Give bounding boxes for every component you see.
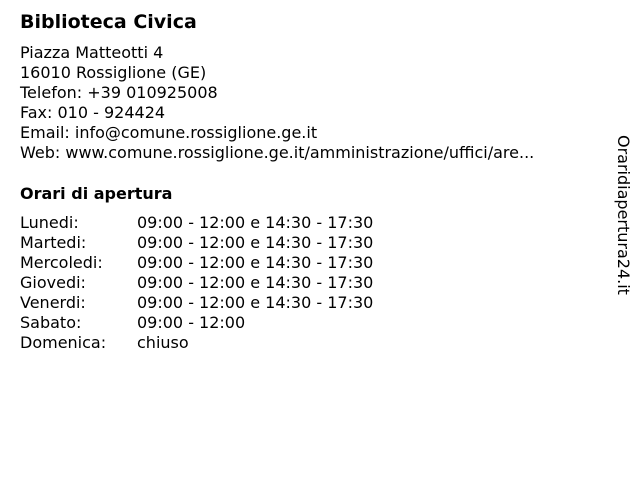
time-value: 09:00 - 12:00 — [137, 313, 246, 332]
hours-row-friday — [20, 293, 373, 313]
day-label: Mercoledi: — [20, 253, 103, 272]
address-city: 16010 Rossiglione (GE) — [20, 63, 207, 82]
time-value: 09:00 - 12:00 e 14:30 - 17:30 — [137, 233, 374, 252]
day-label: Venerdi: — [20, 293, 86, 312]
day-label: Giovedi: — [20, 273, 86, 292]
hours-row-saturday — [20, 313, 373, 333]
time-value: 09:00 - 12:00 e 14:30 - 17:30 — [137, 253, 374, 272]
day-label: Lunedi: — [20, 213, 79, 232]
hours-row-wednesday — [20, 253, 373, 273]
library-name: Biblioteca Civica — [20, 11, 197, 33]
day-label: Domenica: — [20, 333, 107, 352]
day-label: Martedi: — [20, 233, 87, 252]
web-line: Web: www.comune.rossiglione.ge.it/amministrazione/uffici/are... — [20, 143, 535, 162]
time-value: 09:00 - 12:00 e 14:30 - 17:30 — [137, 213, 374, 232]
time-value: chiuso — [137, 333, 189, 352]
site-watermark: Oraridiapertura24.it — [614, 135, 633, 295]
hours-row-tuesday — [20, 233, 373, 253]
fax-line: Fax: 010 - 924424 — [20, 103, 166, 122]
opening-hours-heading: Orari di apertura — [20, 184, 173, 203]
email-line: Email: info@comune.rossiglione.ge.it — [20, 123, 318, 142]
phone-line: Telefon: +39 010925008 — [20, 83, 218, 102]
address-street: Piazza Matteotti 4 — [20, 43, 164, 62]
day-label: Sabato: — [20, 313, 82, 332]
opening-hours-table — [20, 213, 373, 353]
hours-row-thursday — [20, 273, 373, 293]
hours-row-sunday — [20, 333, 373, 353]
contact-info — [20, 43, 534, 163]
hours-row-monday — [20, 213, 373, 233]
time-value: 09:00 - 12:00 e 14:30 - 17:30 — [137, 273, 374, 292]
time-value: 09:00 - 12:00 e 14:30 - 17:30 — [137, 293, 374, 312]
